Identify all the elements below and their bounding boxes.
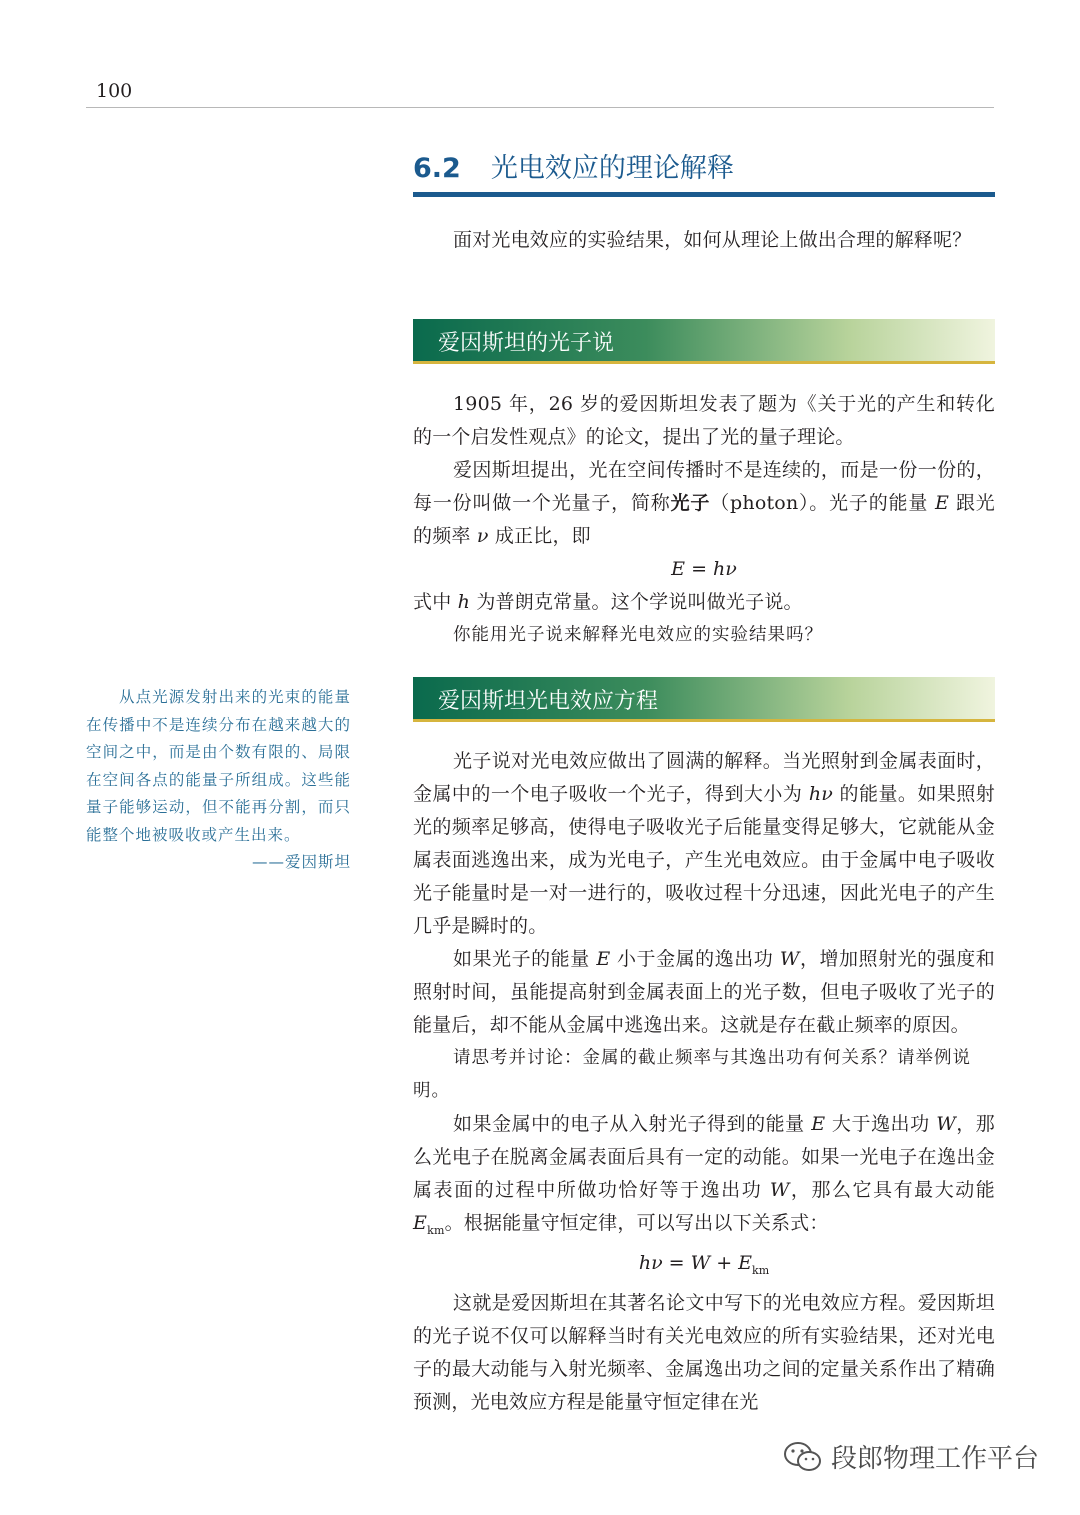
symbol-W: W	[779, 948, 800, 970]
subsection-title: 爱因斯坦的光子说	[438, 331, 615, 356]
text-run: 的能量。如果照射光的频率足够高，使得电子吸收光子后能量变得足够大，它就能从金属表面逃逸出来，成为光电子，产生光电效应。由于金属中电子吸收光子能量时是一对一进行的，吸收过程十分迅速，因此光电子的产生几乎是瞬时的。	[413, 783, 996, 937]
formula-e-equals-h-nu	[413, 553, 995, 586]
section-heading	[413, 146, 995, 185]
subsection-banner-equation	[413, 677, 995, 722]
section-number: 6.2	[413, 153, 461, 184]
sidenote-text: 从点光源发射出来的光束的能量在传播中不是连续分布在越来越大的空间之中，而是由个数有限的、局限在空间各点的能量子所组成。这些能量子能够运动，但不能再分割，而只能整个地被吸收或产生出来。	[86, 688, 351, 844]
formula-rhs: = W + E	[662, 1251, 753, 1274]
text-run: 成正比，即	[488, 525, 591, 547]
formula-lhs: E	[671, 558, 686, 580]
discussion-question: 请思考并讨论：金属的截止频率与其逸出功有何关系？请举例说明。	[413, 1048, 971, 1101]
text-run: ，那么它具有最大动能	[789, 1179, 995, 1201]
watermark-text: 段郎物理工作平台	[831, 1444, 1040, 1474]
page-number: 100	[96, 80, 133, 102]
text-run: 。根据能量守恒定律，可以写出以下关系式：	[444, 1212, 829, 1234]
paragraph: 1905 年，26 岁的爱因斯坦发表了题为《关于光的产生和转化的一个启发性观点》的论文，提出了光的量子理论。	[413, 393, 995, 448]
section-title: 光电效应的理论解释	[490, 153, 734, 184]
section-rule	[413, 192, 995, 197]
symbol-W: W	[769, 1179, 790, 1201]
symbol-E: E	[596, 948, 611, 970]
text-run: ，增加照射光的强度和照射时间，虽能提高射到金属表面上的光子数，但电子吸收了光子的能量后，却不能从金属中逃逸出来。这就是存在截止频率的原因。	[413, 948, 995, 1036]
paragraph	[413, 943, 995, 1042]
photon-theory-block	[413, 388, 995, 652]
text-run: 为普朗克常量。这个学说叫做光子说。	[470, 591, 803, 613]
watermark	[783, 1438, 1039, 1475]
discussion-question: 你能用光子说来解释光电效应的实验结果吗？	[453, 625, 823, 645]
paragraph: 这就是爱因斯坦在其著名论文中写下的光电效应方程。爱因斯坦的光子说不仅可以解释当时有关光电效应的所有实验结果，还对光电子的最大动能与入射光频率、金属逸出功之间的定量关系作出了精确预测，光电效应方程是能量守恒定律在光	[413, 1291, 995, 1413]
paragraph	[413, 745, 995, 943]
wechat-icon	[783, 1440, 823, 1474]
symbol-h: h	[457, 591, 471, 613]
symbol-E: E	[935, 492, 950, 514]
formula-rhs: = hν	[685, 558, 737, 580]
text-run: 如果金属中的电子从入射光子得到的能量	[453, 1113, 812, 1135]
intro-block	[413, 224, 995, 257]
text-run: 爱因斯坦提出，光在空间传播时不是连续的，而是一份一份的，每一份叫做一个光量子，简称	[413, 459, 995, 514]
subsection-title: 爱因斯坦光电效应方程	[438, 689, 659, 714]
text-run: （photon）。光子的能量	[710, 492, 936, 514]
subscript-km: km	[752, 1263, 770, 1277]
key-term: 光子	[670, 492, 711, 514]
formula-lhs: hν	[638, 1251, 663, 1274]
sidenote-quote	[86, 684, 351, 877]
symbol-E-km: E	[413, 1212, 428, 1234]
paragraph	[413, 1108, 995, 1247]
subscript-km: km	[427, 1223, 445, 1237]
equation-block	[413, 745, 995, 1419]
symbol-h-nu: hν	[808, 783, 834, 805]
intro-paragraph: 面对光电效应的实验结果，如何从理论上做出合理的解释呢？	[453, 229, 972, 251]
text-run: 式中	[413, 591, 458, 613]
paragraph	[413, 454, 995, 553]
text-run: 小于金属的逸出功	[610, 948, 780, 970]
text-run: 大于逸出功	[825, 1113, 937, 1135]
subsection-banner-photon	[413, 319, 995, 364]
header-rule	[86, 107, 994, 108]
text-run: 光子说对光电效应做出了圆满的解释。当光照射到金属表面时，金属中的一个电子吸收一个光子，得到大小为	[413, 750, 995, 805]
formula-photoelectric-equation	[413, 1247, 995, 1287]
symbol-nu: ν	[476, 525, 489, 547]
text-run: 如果光子的能量	[453, 948, 597, 970]
paragraph	[413, 586, 995, 619]
text-run: 跟光的频率	[413, 492, 995, 547]
symbol-E: E	[811, 1113, 826, 1135]
symbol-W: W	[936, 1113, 956, 1135]
text-run: ，那么光电子在脱离金属表面后具有一定的动能。如果一光电子在逸出金属表面的过程中所做功恰好等于逸出功	[413, 1113, 995, 1201]
sidenote-attribution: ——爱因斯坦	[251, 853, 351, 871]
